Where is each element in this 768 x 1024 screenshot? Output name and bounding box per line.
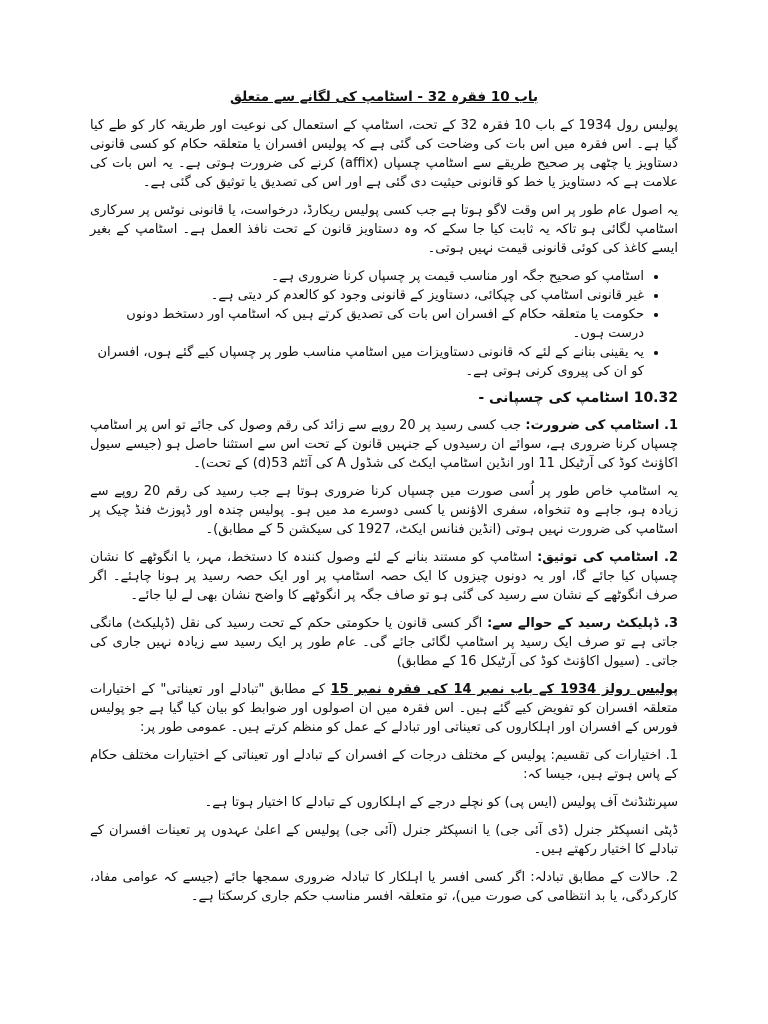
rule15-paragraph — [90, 680, 678, 737]
item-lead: 3. ڈپلیکٹ رسید کے حوالے سے: — [487, 616, 678, 631]
item-duplicate-receipt — [90, 614, 678, 671]
bullet-item: • غیر قانونی اسٹامپ کی چپکائی، دستاویز کے قانونی وجود کو کالعدم کر دیتی ہے۔ — [90, 286, 644, 305]
point-sp: سپرنٹنڈنٹ آف پولیس (ایس پی) کو نچلے درجے کے اہلکاروں کے تبادلے کا اختیار ہوتا ہے۔ — [204, 795, 678, 810]
bullet-item: • اسٹامپ کو صحیح جگہ اور مناسب قیمت پر چسپاں کرنا ضروری ہے۔ — [90, 267, 644, 286]
item-stamp-detail — [90, 482, 678, 539]
item-lead: 1. اسٹامپ کی ضرورت: — [525, 418, 678, 433]
point-1: 1. اختیارات کی تقسیم: پولیس کے مختلف درجات کے افسران کے تبادلے اور تعیناتی کے اختیارات مختلف حکام کے پاس ہوتے ہیں، جیسا کہ: — [90, 748, 678, 782]
item-text: اسٹامپ کو مستند بنانے کے لئے وصول کنندہ کا دستخط، مہر، یا انگوٹھے کا نشان چسپاں کیا جائے گا، اور یہ دونوں چیزوں کا ایک حصہ اسٹامپ پر اور ایک حصہ رسید پر ہونا چاہئے۔ اگر صرف انگوٹھے کے نشان سے رسید کی گئی ہو تو صاف جگہ پر انگوٹھے کا واضح نشان بھی لے لیا جائے۔ — [90, 550, 678, 603]
rule15-text: کے مطابق "تبادلے اور تعیناتی" کے اختیارات متعلقہ افسران کو تفویض کیے گئے ہیں۔ اس فقرہ میں ان اصولوں اور ضوابط کو بیان کیا گیا ہے جو پولیس فورس کے افسران اور اہلکاروں کی تعیناتی اور تبادلے کے عمل کو منظم کرتے ہیں۔ عمومی طور پر: — [90, 682, 678, 735]
bullet-item: • یہ یقینی بنانے کے لئے کہ قانونی دستاویزات میں اسٹامپ مناسب طور پر چسپاں کیے گئے ہوں، افسران کو ان کی پیروی کرنی ہوتی ہے۔ — [90, 343, 644, 381]
point-dig: ڈپٹی انسپکٹر جنرل (ڈی آئی جی) یا انسپکٹر جنرل (آئی جی) پولیس کے اعلیٰ عہدوں پر تعینات افسران کے تبادلے کا اختیار رکھتے ہیں۔ — [90, 823, 678, 857]
item-stamp-verification — [90, 548, 678, 605]
intro-paragraph-1: پولیس رول 1934 کے باب 10 فقرہ 32 کے تحت، اسٹامپ کے استعمال کی نوعیت اور طریقہ کار کو طے کیا گیا ہے۔ اس فقرہ میں اس بات کی وضاحت کی گئی ہے کہ پولیس افسران یا متعلقہ حکام کو کسی قانونی دستاویز یا چٹھی پر صحیح طریقے سے اسٹامپ چسپاں (affix) کرنے کی ضرورت ہوتی ہے۔ یہ اس بات کی علامت ہے کہ دستاویز یا خط کو قانونی حیثیت دی گئی ہے اور اس کی تصدیق یا توثیق کی گئی ہے۔ — [90, 118, 678, 190]
intro-paragraph-2: یہ اصول عام طور پر اس وقت لاگو ہوتا ہے جب کسی پولیس ریکارڈ، درخواست، یا قانونی نوٹس پر سرکاری اسٹامپ لگائی ہو تاکہ یہ ثابت کیا جا سکے کہ وہ دستاویز قانون کے تحت نافذ العمل ہے۔ اسٹامپ کے بغیر ایسے کاغذ کی کوئی قانونی قیمت نہیں ہوتی۔ — [90, 203, 678, 256]
bullet-list — [90, 267, 678, 381]
item-lead: 2. اسٹامپ کی توثیق: — [537, 550, 678, 565]
rule15-lead: پولیس رولز 1934 کے باب نمبر 14 کی فقرہ نمبر 15 — [330, 682, 678, 697]
section-heading: 10.32 اسٹامپ کی چسپانی - — [478, 390, 678, 406]
item-stamp-requirement — [90, 416, 678, 473]
bullet-item: • حکومت یا متعلقہ حکام کے افسران اس بات کی تصدیق کرتے ہیں کہ اسٹامپ اور دستخط دونوں درست ہوں۔ — [90, 305, 644, 343]
item-text: اگر کسی قانون یا حکومتی حکم کے تحت رسید کی نقل (ڈپلیکٹ) مانگی جاتی ہے تو صرف ایک رسید پر اسٹامپ لگائی جائے گی۔ عام طور پر ایک رسید سے زیادہ نہیں جاری کی جاتی۔ (سیول اکاؤنٹ کوڈ کی آرٹیکل 16 کے مطابق) — [90, 616, 678, 669]
point-2: 2. حالات کے مطابق تبادلہ: اگر کسی افسر یا اہلکار کا تبادلہ ضروری سمجھا جائے (جیسے کہ عوامی مفاد، کارکردگی، یا بد انتظامی کی صورت میں)، تو متعلقہ افسر مناسب حکم جاری کرسکتا ہے۔ — [90, 870, 678, 904]
document-title: باب 10 فقرہ 32 - اسٹامپ کی لگانے سے متعلق — [229, 89, 539, 105]
item-text: یہ اسٹامپ خاص طور پر اُسی صورت میں چسپاں کرنا ضروری ہوتا ہے جب رسید کی رقم 20 روپے سے زیادہ ہو، جاہے وہ تنخواہ، سفری الاؤنس یا کسی دوسرے مد میں ہو۔ پولیس چندہ اور ڈپوزٹ فنڈ چیک پر اسٹامپ کی ضرورت نہیں ہوتی (انڈین فنانس ایکٹ، 1927 کی سیکشن 5 کے مطابق)۔ — [90, 484, 678, 537]
item-text: جب کسی رسید پر 20 روپے سے زائد کی رقم وصول کی جائے تو اس پر اسٹامپ چسپاں کرنا ضروری ہے، سوائے ان رسیدوں کے جنہیں قانون کے تحت اس سے استثنا حاصل ہو (جیسے سیول اکاؤنٹ کوڈ کی آرٹیکل 11 اور انڈین اسٹامپ ایکٹ کی شڈول A کی آئٹم 53(d) کے تحت)۔ — [90, 418, 678, 471]
